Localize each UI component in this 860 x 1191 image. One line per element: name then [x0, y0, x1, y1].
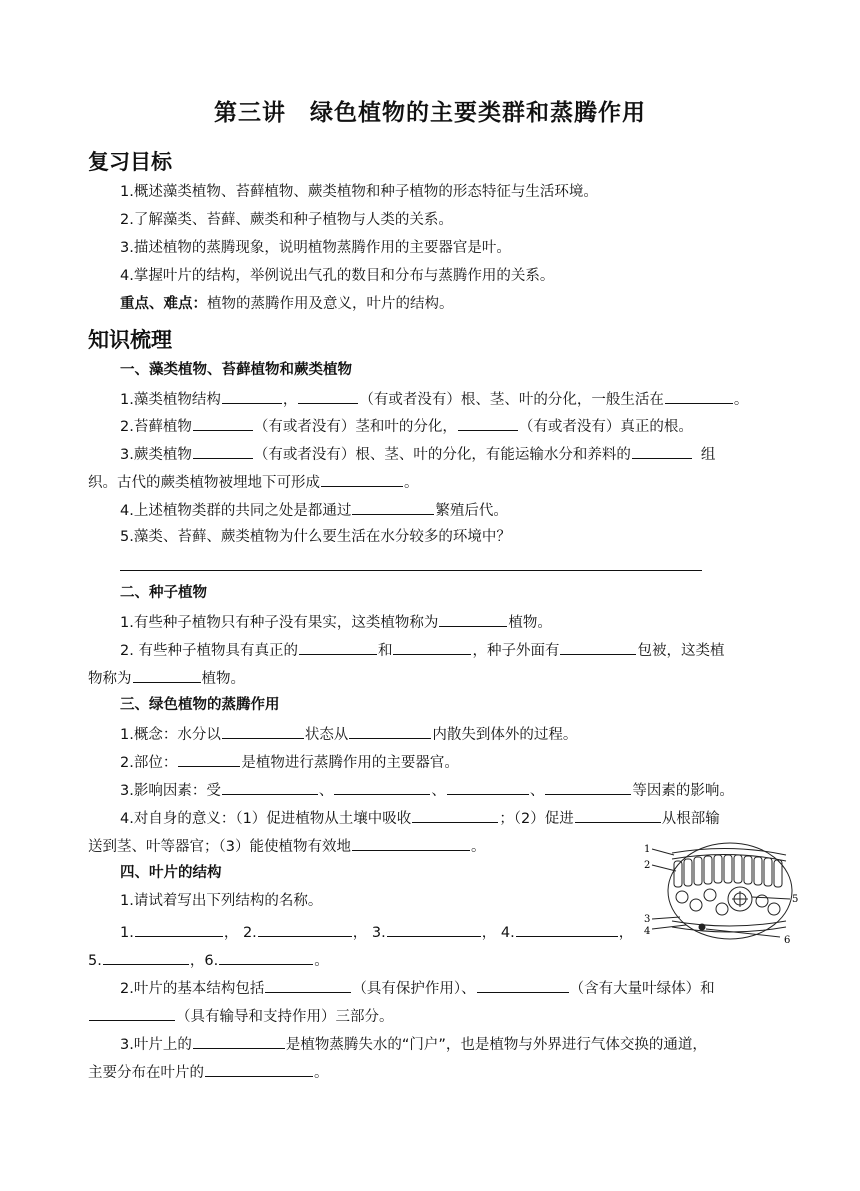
answer-blank[interactable] [133, 667, 201, 683]
text: 等因素的影响。 [632, 783, 734, 799]
answer-blank[interactable] [222, 723, 304, 739]
text: 是植物蒸腾失水的“门户”，也是植物与外界进行气体交换的通道， [285, 1037, 707, 1053]
answer-blank[interactable] [516, 921, 618, 937]
figure-label: 2 [644, 860, 651, 871]
s3-question-2 [120, 751, 459, 773]
answer-blank[interactable] [103, 949, 189, 965]
s3-question-4 [120, 807, 720, 829]
text: 1.藻类植物结构 [120, 392, 221, 408]
text: （有或者没有）茎和叶的分化， [253, 419, 457, 435]
answer-blank[interactable] [89, 1005, 175, 1021]
text: 。 [470, 839, 486, 855]
answer-blank[interactable] [135, 921, 223, 937]
text: 1.有些种子植物只有种子没有果实，这类植物称为 [120, 615, 439, 631]
answer-blank[interactable] [193, 415, 253, 431]
text: 3.影响因素：受 [120, 783, 221, 799]
s1-question-3-cont [88, 471, 419, 493]
s4-question-2 [120, 977, 715, 999]
s1-question-2 [120, 415, 693, 437]
answer-blank[interactable] [205, 1061, 313, 1077]
section-2-title: 二、种子植物 [120, 585, 207, 601]
text: 织。古代的蕨类植物被埋地下可形成 [88, 475, 320, 491]
s4-structure-names-row-2 [88, 949, 329, 971]
s2-question-2 [120, 639, 724, 661]
key-points [120, 294, 454, 314]
s2-question-1 [120, 611, 552, 633]
key-points-text: 植物的蒸腾作用及意义，叶片的结构。 [207, 296, 454, 312]
text: ，种子外面有 [472, 643, 560, 659]
text: 4.上述植物类群的共同之处是都通过 [120, 503, 352, 519]
s3-question-4-cont [88, 835, 485, 857]
figure-label: 6 [784, 935, 791, 946]
text: 状态从 [304, 727, 349, 743]
page-title: 第三讲 绿色植物的主要类群和蒸腾作用 [214, 100, 646, 126]
text: ，6. [189, 953, 219, 969]
s4-question-1: 1.请试着写出下列结构的名称。 [120, 893, 323, 909]
answer-blank[interactable] [439, 611, 507, 627]
text: 。 [314, 953, 329, 969]
s1-question-5: 5.藻类、苔藓、蕨类植物为什么要生活在水分较多的环境中？ [120, 529, 511, 545]
answer-blank[interactable] [299, 639, 377, 655]
section-1-title: 一、藻类植物、苔藓植物和蕨类植物 [120, 362, 352, 378]
review-heading: 复习目标 [88, 150, 172, 174]
answer-blank[interactable] [447, 779, 529, 795]
text: 、 [431, 783, 446, 799]
text: 2.苔藓植物 [120, 419, 192, 435]
text: 5. [88, 953, 102, 969]
figure-label: 3 [644, 914, 651, 925]
s1-question-4 [120, 499, 508, 521]
text: 1.概念：水分以 [120, 727, 221, 743]
text: （有或者没有）根、茎、叶的分化，有能运输水分和养料的 [253, 447, 631, 463]
s4-question-3-cont [88, 1061, 329, 1083]
text: 、 [529, 783, 545, 799]
text: 2. 有些种子植物具有真正的 [120, 643, 298, 659]
text: 和 [377, 643, 393, 659]
figure-label: 1 [644, 844, 651, 855]
knowledge-heading: 知识梳理 [88, 328, 172, 352]
text: 2.叶片的基本结构包括 [120, 981, 265, 997]
figure-label: 5 [792, 894, 799, 905]
answer-line[interactable] [120, 570, 702, 571]
text: 。 [404, 475, 419, 491]
text: ， [282, 392, 298, 408]
text: ；（2）促进 [499, 811, 574, 827]
text: 组 [700, 447, 716, 463]
answer-blank[interactable] [352, 499, 434, 515]
s3-question-1 [120, 723, 577, 745]
leaf-cross-section-figure [640, 835, 800, 950]
text: 内散失到体外的过程。 [432, 727, 578, 743]
text: 3.叶片上的 [120, 1037, 192, 1053]
answer-blank[interactable] [178, 751, 240, 767]
text: （含有大量叶绿体）和 [569, 981, 715, 997]
s4-structure-names-row-1 [120, 921, 633, 943]
text: 送到茎、叶等器官；（3）能使植物有效地 [88, 839, 351, 855]
text: 1. [120, 925, 134, 941]
text: 包被，这类植 [637, 643, 725, 659]
answer-blank[interactable] [575, 807, 661, 823]
text: （有或者没有）真正的根。 [518, 419, 693, 435]
section-4-title: 四、叶片的结构 [120, 865, 222, 881]
text: 植物。 [508, 615, 552, 631]
answer-blank[interactable] [458, 415, 518, 431]
answer-blank[interactable] [222, 779, 318, 795]
answer-blank[interactable] [193, 443, 253, 459]
text: 、 [318, 783, 334, 799]
answer-blank[interactable] [219, 949, 313, 965]
answer-blank[interactable] [387, 921, 481, 937]
s3-question-3 [120, 779, 734, 801]
answer-blank[interactable] [265, 977, 351, 993]
answer-blank[interactable] [321, 471, 403, 487]
answer-blank[interactable] [412, 807, 498, 823]
text: 植物。 [201, 671, 245, 687]
s1-question-3 [120, 443, 715, 465]
review-item: 4.掌握叶片的结构，举例说出气孔的数目和分布与蒸腾作用的关系。 [120, 268, 555, 284]
text: 繁殖后代。 [435, 503, 508, 519]
s2-question-2-cont [88, 667, 245, 689]
answer-blank[interactable] [349, 723, 431, 739]
answer-blank[interactable] [258, 921, 352, 937]
answer-blank[interactable] [334, 779, 430, 795]
s4-question-2-cont [88, 1005, 394, 1027]
review-item: 1.概述藻类植物、苔藓植物、蕨类植物和种子植物的形态特征与生活环境。 [120, 184, 598, 200]
answer-blank[interactable] [222, 388, 282, 404]
text: 物称为 [88, 671, 132, 687]
text: 4.对自身的意义：（1）促进植物从土壤中吸收 [120, 811, 412, 827]
answer-blank[interactable] [545, 779, 631, 795]
section-3-title: 三、绿色植物的蒸腾作用 [120, 697, 280, 713]
review-item: 2.了解藻类、苔藓、蕨类和种子植物与人类的关系。 [120, 212, 453, 228]
text: 。 [733, 392, 749, 408]
text: 。 [314, 1065, 329, 1081]
answer-blank[interactable] [393, 639, 471, 655]
text: ， 3. [352, 925, 386, 941]
text: （具有输导和支持作用）三部分。 [176, 1009, 394, 1025]
s4-question-3 [120, 1033, 707, 1055]
review-item: 3.描述植物的蒸腾现象，说明植物蒸腾作用的主要器官是叶。 [120, 240, 511, 256]
text: ， 2. [223, 925, 257, 941]
text: ， 4. [481, 925, 515, 941]
text: 2.部位： [120, 755, 178, 771]
answer-blank[interactable] [632, 443, 692, 459]
text: （有或者没有）根、茎、叶的分化，一般生活在 [359, 392, 664, 408]
answer-blank[interactable] [352, 835, 470, 851]
answer-blank[interactable] [298, 388, 358, 404]
text: ， [618, 925, 634, 941]
text: 主要分布在叶片的 [88, 1065, 204, 1081]
text: 是植物进行蒸腾作用的主要器官。 [241, 755, 459, 771]
answer-blank[interactable] [193, 1033, 285, 1049]
s1-question-1 [120, 388, 748, 410]
key-points-label: 重点、难点： [120, 296, 207, 312]
figure-label: 4 [644, 926, 651, 937]
answer-blank[interactable] [477, 977, 569, 993]
text: 从根部输 [661, 811, 720, 827]
answer-blank[interactable] [665, 388, 733, 404]
text: 3.蕨类植物 [120, 447, 192, 463]
answer-blank[interactable] [560, 639, 636, 655]
text: （具有保护作用）、 [352, 981, 476, 997]
